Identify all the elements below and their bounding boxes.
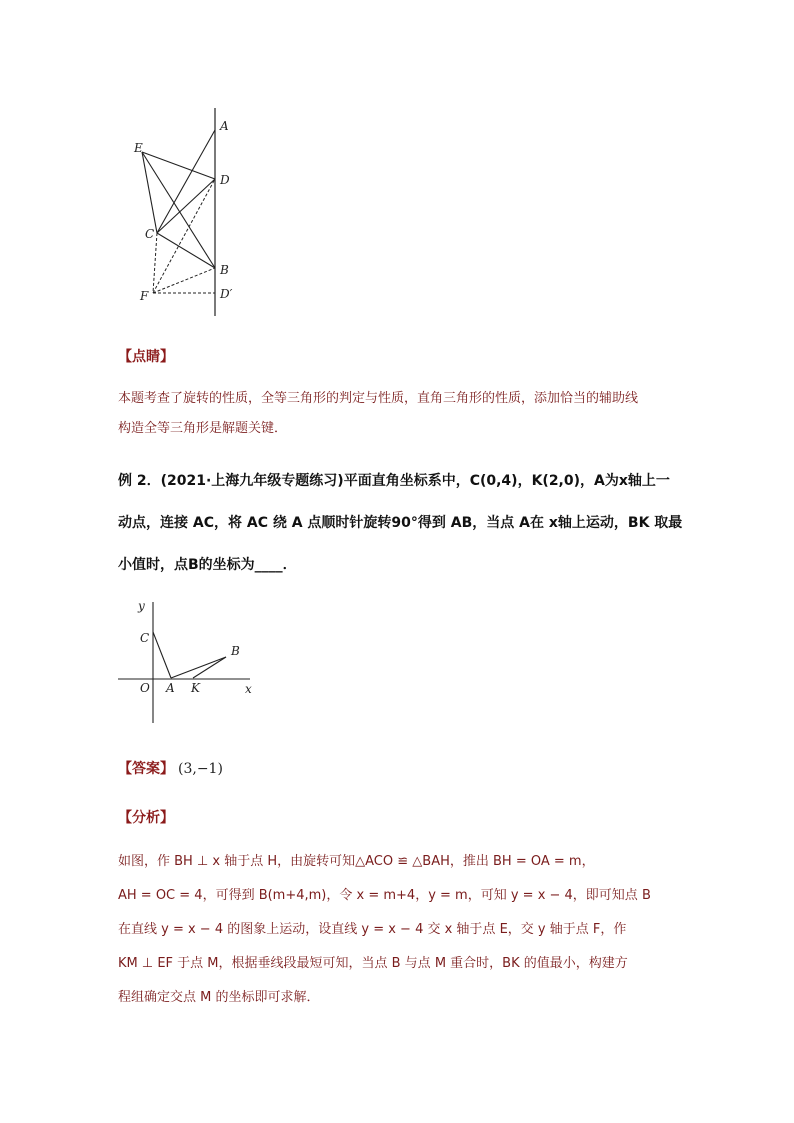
label-D: D (220, 173, 230, 187)
segment-CF (153, 233, 157, 293)
segment-ED (142, 152, 215, 179)
label-B: B (220, 263, 229, 277)
label-O: O (140, 681, 150, 695)
analysis-line-1: 如图，作 BH ⊥ x 轴于点 H，由旋转可知△ACO ≌ △BAH，推出 BH = OA = m， (118, 854, 595, 869)
segment-CB (157, 233, 215, 268)
geometry-figure-1 (120, 100, 260, 325)
answer-value: (3,−1) (178, 761, 223, 777)
label-Dp: D′ (220, 287, 233, 301)
segment-CD (157, 179, 215, 233)
example-line-3: 小值时，点B的坐标为____． (118, 557, 297, 573)
segment-CA (153, 632, 171, 678)
dianjing-line-2: 构造全等三角形是解题关键． (118, 421, 288, 436)
label-B: B (231, 644, 240, 658)
answer-block (118, 758, 223, 778)
label-K: K (191, 681, 200, 695)
label-y: y (138, 599, 145, 613)
dianjing-text (118, 384, 678, 444)
example-question (118, 460, 688, 586)
segment-FB (153, 268, 215, 293)
analysis-tag: 【分析】 (118, 810, 174, 826)
analysis-line-4: KM ⊥ EF 于点 M，根据垂线段最短可知，当点 B 与点 M 重合时，BK 的值最小，构建方 (118, 956, 628, 971)
label-C: C (140, 631, 150, 645)
analysis-line-3: 在直线 y = x − 4 的图象上运动，设直线 y = x − 4 交 x 轴于点 E，交 y 轴于点 F，作 (118, 922, 627, 937)
analysis-line-2: AH = OC = 4，可得到 B(m+4,m)，令 x = m+4，y = m，可知 y = x − 4，即可知点 B (118, 888, 651, 903)
example-line-1: 例 2．(2021·上海九年级专题练习)平面直角坐标系中，C(0,4)，K(2,0)，A为x轴上一 (118, 473, 670, 489)
label-F: F (140, 289, 149, 303)
analysis-text (118, 845, 688, 1015)
coordinate-figure (118, 598, 268, 728)
label-C: C (145, 227, 155, 241)
answer-tag: 【答案】 (118, 761, 174, 777)
label-A: A (220, 119, 229, 133)
label-x: x (245, 682, 252, 696)
dianjing-tag: 【点睛】 (118, 349, 174, 365)
segment-CA (157, 130, 215, 233)
example-line-2: 动点，连接 AC，将 AC 绕 A 点顺时针旋转90°得到 AB，当点 A在 x轴上运动，BK 取最 (118, 515, 683, 531)
label-E: E (134, 141, 143, 155)
dianjing-line-1: 本题考查了旋转的性质，全等三角形的判定与性质，直角三角形的性质，添加恰当的辅助线 (118, 391, 639, 406)
label-A: A (166, 681, 175, 695)
analysis-line-5: 程组确定交点 M 的坐标即可求解． (118, 990, 320, 1005)
